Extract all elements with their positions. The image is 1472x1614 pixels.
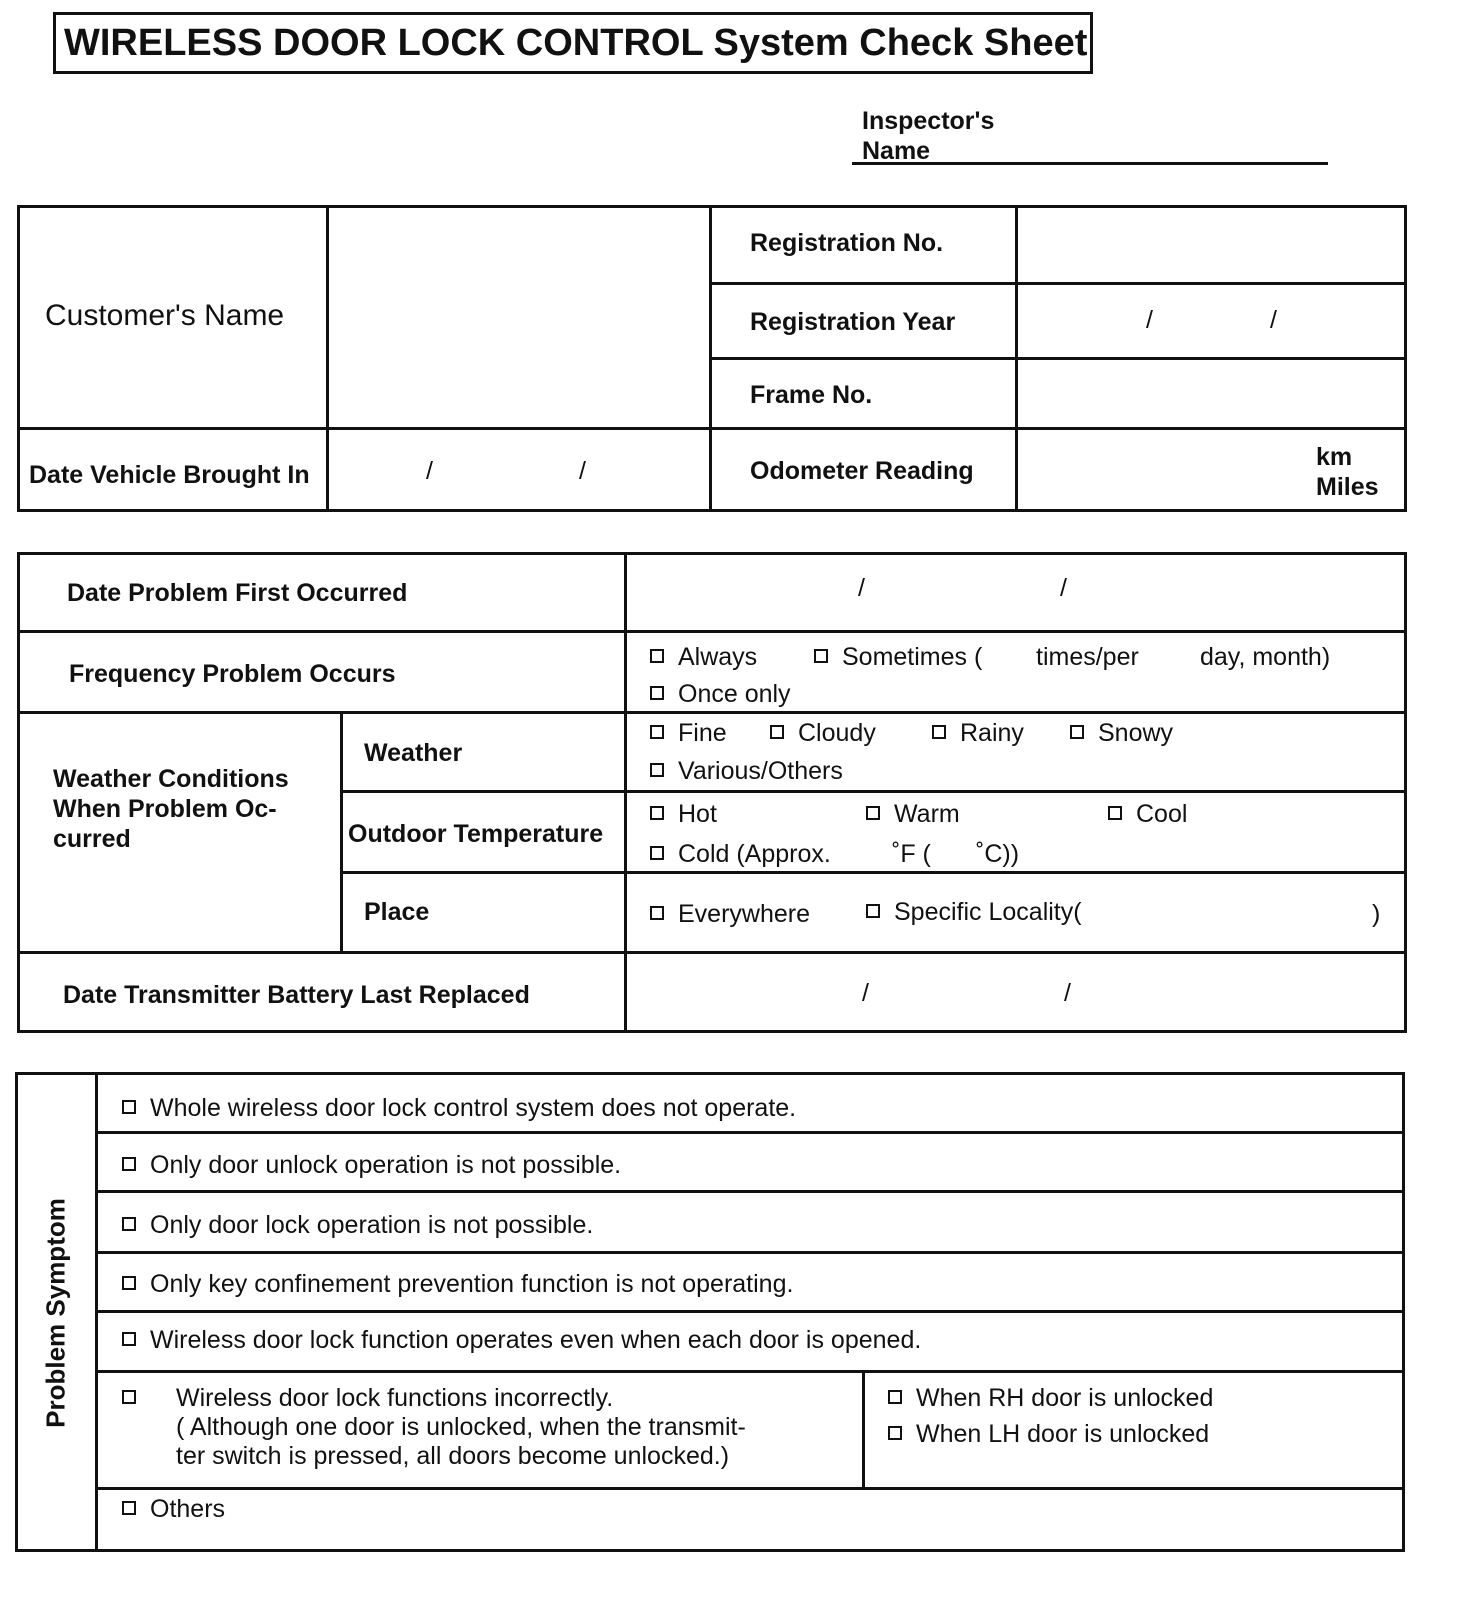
symptom-rh-door-option[interactable]: When RH door is unlocked bbox=[888, 1384, 1213, 1413]
temp-cool-option[interactable]: Cool bbox=[1108, 800, 1187, 829]
checkbox-icon[interactable] bbox=[814, 649, 828, 663]
checkbox-icon[interactable] bbox=[122, 1157, 136, 1171]
inspector-label-line2: Name bbox=[862, 137, 931, 165]
inspector-label bbox=[862, 106, 994, 166]
checkbox-icon[interactable] bbox=[1070, 725, 1084, 739]
temp-cold-option[interactable]: Cold (Approx. bbox=[650, 840, 831, 869]
checkbox-icon[interactable] bbox=[650, 806, 664, 820]
symptom-unlock-only[interactable]: Only door unlock operation is not possible. bbox=[122, 1151, 621, 1180]
symptom-others[interactable]: Others bbox=[122, 1495, 225, 1524]
inspector-name-field[interactable] bbox=[852, 162, 1328, 165]
freq-always-option[interactable]: Always bbox=[650, 643, 757, 672]
symptom-key-confinement[interactable]: Only key confinement prevention function is not operating. bbox=[122, 1270, 793, 1299]
date-vehicle-brought-in-label: Date Vehicle Brought In bbox=[29, 461, 310, 489]
odometer-label: Odometer Reading bbox=[750, 457, 974, 485]
customer-name-field[interactable] bbox=[330, 210, 706, 424]
temp-fahrenheit-label: ˚F ( bbox=[892, 840, 931, 868]
checkbox-icon[interactable] bbox=[122, 1276, 136, 1290]
checkbox-icon[interactable] bbox=[888, 1426, 902, 1440]
weather-cloudy-option[interactable]: Cloudy bbox=[770, 719, 876, 748]
checkbox-icon[interactable] bbox=[866, 806, 880, 820]
checkbox-icon[interactable] bbox=[122, 1390, 136, 1404]
checkbox-icon[interactable] bbox=[122, 1217, 136, 1231]
date-problem-slash-1: / bbox=[858, 574, 865, 602]
date-vehicle-slash-2: / bbox=[579, 457, 586, 485]
place-specific-option[interactable]: Specific Locality( bbox=[866, 898, 1082, 927]
checkbox-icon[interactable] bbox=[122, 1100, 136, 1114]
checkbox-icon[interactable] bbox=[650, 763, 664, 777]
checkbox-icon[interactable] bbox=[650, 725, 664, 739]
inspector-label-line1: Inspector's bbox=[862, 107, 995, 135]
checkbox-icon[interactable] bbox=[122, 1332, 136, 1346]
temp-hot-option[interactable]: Hot bbox=[650, 800, 717, 829]
symptom-operates-door-open[interactable]: Wireless door lock function operates even when each door is opened. bbox=[122, 1326, 921, 1355]
temp-celsius-label: ˚C)) bbox=[976, 840, 1020, 868]
place-label: Place bbox=[364, 898, 430, 926]
freq-once-option[interactable]: Once only bbox=[650, 680, 791, 709]
km-label: km bbox=[1316, 443, 1353, 471]
checkbox-icon[interactable] bbox=[1108, 806, 1122, 820]
weather-snowy-option[interactable]: Snowy bbox=[1070, 719, 1173, 748]
checkbox-icon[interactable] bbox=[866, 904, 880, 918]
checkbox-icon[interactable] bbox=[770, 725, 784, 739]
battery-date-slash-1: / bbox=[862, 979, 869, 1007]
weather-label: Weather bbox=[364, 739, 463, 767]
weather-conditions-label: Weather Conditions When Problem Oc- curred bbox=[53, 765, 289, 853]
weather-various-option[interactable]: Various/Others bbox=[650, 757, 843, 786]
frequency-label: Frequency Problem Occurs bbox=[69, 660, 396, 688]
customer-name-label: Customer's Name bbox=[45, 299, 285, 332]
miles-label: Miles bbox=[1316, 473, 1379, 501]
symptom-incorrect-description: Wireless door lock functions incorrectly. ( Although one door is unlocked, when the transmit- ter switch is pressed, all doors become unlocked.) bbox=[176, 1384, 746, 1470]
checkbox-icon[interactable] bbox=[888, 1390, 902, 1404]
checkbox-icon[interactable] bbox=[122, 1501, 136, 1515]
date-vehicle-slash-1: / bbox=[426, 457, 433, 485]
weather-fine-option[interactable]: Fine bbox=[650, 719, 727, 748]
battery-replaced-label: Date Transmitter Battery Last Replaced bbox=[63, 981, 530, 1009]
frame-no-field[interactable] bbox=[1019, 362, 1403, 425]
symptom-lh-door-option[interactable]: When LH door is unlocked bbox=[888, 1420, 1209, 1449]
registration-no-field[interactable] bbox=[1019, 210, 1403, 280]
temp-warm-option[interactable]: Warm bbox=[866, 800, 960, 829]
weather-rainy-option[interactable]: Rainy bbox=[932, 719, 1024, 748]
symptom-whole-system[interactable]: Whole wireless door lock control system does not operate. bbox=[122, 1094, 796, 1123]
freq-day-month-label: day, month) bbox=[1200, 643, 1331, 671]
problem-symptom-section-label: Problem Symptom bbox=[40, 1198, 71, 1428]
registration-year-label: Registration Year bbox=[750, 308, 956, 336]
battery-date-slash-2: / bbox=[1064, 979, 1071, 1007]
symptom-lock-only[interactable]: Only door lock operation is not possible. bbox=[122, 1211, 593, 1240]
freq-times-per-label: times/per bbox=[1036, 643, 1139, 671]
symptom-incorrect-function[interactable] bbox=[122, 1384, 150, 1413]
freq-sometimes-option[interactable]: Sometimes ( bbox=[814, 643, 982, 672]
date-problem-slash-2: / bbox=[1060, 574, 1067, 602]
date-problem-first-occurred-label: Date Problem First Occurred bbox=[67, 579, 408, 607]
checkbox-icon[interactable] bbox=[650, 846, 664, 860]
checkbox-icon[interactable] bbox=[650, 686, 664, 700]
registration-no-label: Registration No. bbox=[750, 229, 944, 257]
place-everywhere-option[interactable]: Everywhere bbox=[650, 900, 810, 929]
checkbox-icon[interactable] bbox=[650, 649, 664, 663]
registration-year-slash-1: / bbox=[1146, 306, 1153, 334]
checkbox-icon[interactable] bbox=[650, 906, 664, 920]
frame-no-label: Frame No. bbox=[750, 381, 873, 409]
checkbox-icon[interactable] bbox=[932, 725, 946, 739]
registration-year-slash-2: / bbox=[1270, 306, 1277, 334]
place-close-paren: ) bbox=[1372, 900, 1381, 928]
outdoor-temperature-label: Outdoor Temperature bbox=[348, 820, 604, 848]
page-title: WIRELESS DOOR LOCK CONTROL System Check Sheet bbox=[53, 12, 1093, 74]
